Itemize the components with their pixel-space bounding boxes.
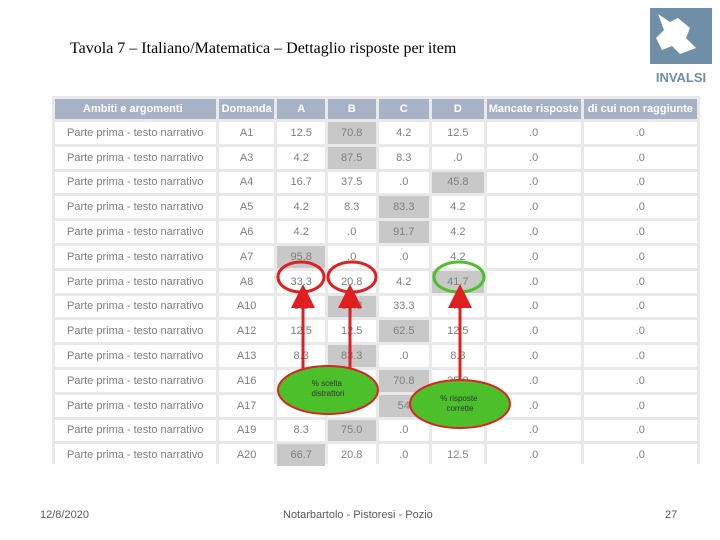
- table-cell: .0: [432, 296, 484, 318]
- table-cell: Parte prima - testo narrativo: [55, 246, 216, 268]
- table-cell: .0: [328, 246, 376, 268]
- table-cell: 4.2: [379, 122, 430, 144]
- table-cell: .0: [584, 320, 697, 342]
- table-cell: 12.5: [277, 122, 325, 144]
- table-cell: Parte prima - testo narrativo: [55, 296, 216, 318]
- table-cell: Parte prima - testo narrativo: [55, 271, 216, 293]
- table-cell: 70.8: [379, 370, 430, 392]
- table-cell: A10: [219, 296, 275, 318]
- table-cell: A16: [219, 370, 275, 392]
- table-cell: 12.5: [432, 320, 484, 342]
- table-cell: A8: [219, 271, 275, 293]
- column-header: Mancate risposte: [487, 99, 581, 119]
- table-cell: 95.8: [277, 246, 325, 268]
- footer-authors: Notarbartolo - Pistoresi - Pozio: [283, 509, 433, 521]
- table-cell: 62.5: [379, 320, 430, 342]
- table-cell: 83.3: [328, 345, 376, 367]
- table-cell: 41.7: [432, 271, 484, 293]
- table-cell: .0: [584, 172, 697, 194]
- table-cell: .0: [328, 221, 376, 243]
- table-cell: .0: [487, 221, 581, 243]
- table-cell: 91.7: [379, 221, 430, 243]
- column-header: B: [328, 99, 376, 119]
- table-cell: 8.3: [277, 296, 325, 318]
- table-cell: Parte prima - testo narrativo: [55, 370, 216, 392]
- table-cell: .0: [487, 444, 581, 466]
- table-cell: 12.5: [277, 320, 325, 342]
- table-cell: Parte prima - testo narrativo: [55, 122, 216, 144]
- column-header: D: [432, 99, 484, 119]
- table-cell: .0: [584, 147, 697, 169]
- table-cell: A12: [219, 320, 275, 342]
- table-cell: 66.7: [277, 444, 325, 466]
- table-cell: 33.3: [379, 296, 430, 318]
- table-cell: .0: [487, 395, 581, 417]
- table-cell: .0: [584, 420, 697, 442]
- table-cell: .0: [379, 444, 430, 466]
- column-header: Domanda: [219, 99, 275, 119]
- table-cell: Parte prima - testo narrativo: [55, 196, 216, 218]
- column-header: A: [277, 99, 325, 119]
- table-cell: 12.5: [328, 320, 376, 342]
- column-header: Ambiti e argomenti: [55, 99, 216, 119]
- footer-date: 12/8/2020: [40, 509, 89, 521]
- table-cell: .0: [584, 271, 697, 293]
- table-cell: 54: [379, 395, 430, 417]
- table-cell: Parte prima - testo narrativo: [55, 221, 216, 243]
- table-cell: A7: [219, 246, 275, 268]
- table-cell: .0: [487, 147, 581, 169]
- table-cell: 8.3: [328, 196, 376, 218]
- table-cell: Parte prima - testo narrativo: [55, 172, 216, 194]
- table-cell: .0: [487, 420, 581, 442]
- table-cell: 8.3: [379, 147, 430, 169]
- table-cell: A20: [219, 444, 275, 466]
- table-cell: .0: [379, 246, 430, 268]
- table-cell: .0: [584, 370, 697, 392]
- table-cell: A4: [219, 172, 275, 194]
- table-cell: A13: [219, 345, 275, 367]
- column-header: di cui non raggiunte: [584, 99, 697, 119]
- table-cell: A5: [219, 196, 275, 218]
- table-cell: Parte prima - testo narrativo: [55, 147, 216, 169]
- distractor-circle-b: [328, 262, 376, 292]
- table-cell: 83.3: [379, 196, 430, 218]
- table-cell: .0: [487, 345, 581, 367]
- table-cell: .0: [487, 370, 581, 392]
- correct-circle: [434, 262, 484, 292]
- table-cell: 33.3: [277, 271, 325, 293]
- table-cell: 4.2: [379, 271, 430, 293]
- table-cell: .0: [584, 395, 697, 417]
- table-cell: 12.5: [432, 444, 484, 466]
- slide-title: Tavola 7 – Italiano/Matematica – Dettaglio risposte per item: [70, 40, 457, 57]
- table-cell: .0: [487, 122, 581, 144]
- column-header: C: [379, 99, 430, 119]
- table-cell: Parte prima - testo narrativo: [55, 395, 216, 417]
- table-cell: 58.3: [328, 296, 376, 318]
- table-cell: 16.7: [277, 172, 325, 194]
- table-cell: .0: [584, 246, 697, 268]
- distractor-label-line1: % scelta: [311, 379, 342, 388]
- table-cell: 8.3: [432, 345, 484, 367]
- correct-label-line1: % risposte: [440, 394, 478, 403]
- table-cell: 20.8: [328, 271, 376, 293]
- table-cell: .0: [584, 345, 697, 367]
- table-cell: .0: [584, 296, 697, 318]
- table-cell: Parte prima - testo narrativo: [55, 420, 216, 442]
- table-cell: .0: [379, 172, 430, 194]
- table-cell: .0: [379, 420, 430, 442]
- table-cell: Parte prima - testo narrativo: [55, 320, 216, 342]
- table-cell: A1: [219, 122, 275, 144]
- table-cell: A3: [219, 147, 275, 169]
- table-cell: 4.2: [432, 196, 484, 218]
- table-cell: .0: [487, 246, 581, 268]
- table-cell: .0: [487, 296, 581, 318]
- logo-text: INVALSI: [655, 70, 707, 85]
- table-cell: .0: [584, 444, 697, 466]
- distractor-circle-a: [278, 262, 324, 292]
- table-cell: 4.2: [277, 196, 325, 218]
- svg-text:% scelta distrattori: [312, 379, 345, 398]
- table-cell: 37.5: [328, 172, 376, 194]
- table-cell: .0: [487, 196, 581, 218]
- table-cell: .0: [487, 271, 581, 293]
- table-cell: 4.2: [432, 221, 484, 243]
- table-cell: A6: [219, 221, 275, 243]
- table-cell: 70.8: [328, 122, 376, 144]
- table-cell: 8.3: [277, 420, 325, 442]
- correct-label-line2: corrette: [446, 404, 474, 413]
- table-cell: 12.5: [432, 122, 484, 144]
- table-cell: 4.2: [432, 246, 484, 268]
- table-cell: 75.0: [328, 420, 376, 442]
- table-cell: 87.5: [328, 147, 376, 169]
- table-cell: Parte prima - testo narrativo: [55, 345, 216, 367]
- table-cell: .0: [487, 320, 581, 342]
- table-cell: .0: [584, 221, 697, 243]
- table-cell: 20.8: [328, 444, 376, 466]
- table-cell: A17: [219, 395, 275, 417]
- table-cell: .0: [584, 122, 697, 144]
- table-cell: 4.2: [277, 147, 325, 169]
- footer-page-number: 27: [665, 509, 678, 521]
- table-cell: 45.8: [432, 172, 484, 194]
- table-cell: .0: [432, 147, 484, 169]
- table-cell: .0: [487, 172, 581, 194]
- table-cell: .0: [379, 345, 430, 367]
- table-cell: Parte prima - testo narrativo: [55, 444, 216, 466]
- table-cell: 8.3: [277, 345, 325, 367]
- table-cell: A19: [219, 420, 275, 442]
- distractor-label-line2: distrattori: [311, 389, 345, 398]
- table-cell: 4.2: [277, 221, 325, 243]
- table-cell: .0: [584, 196, 697, 218]
